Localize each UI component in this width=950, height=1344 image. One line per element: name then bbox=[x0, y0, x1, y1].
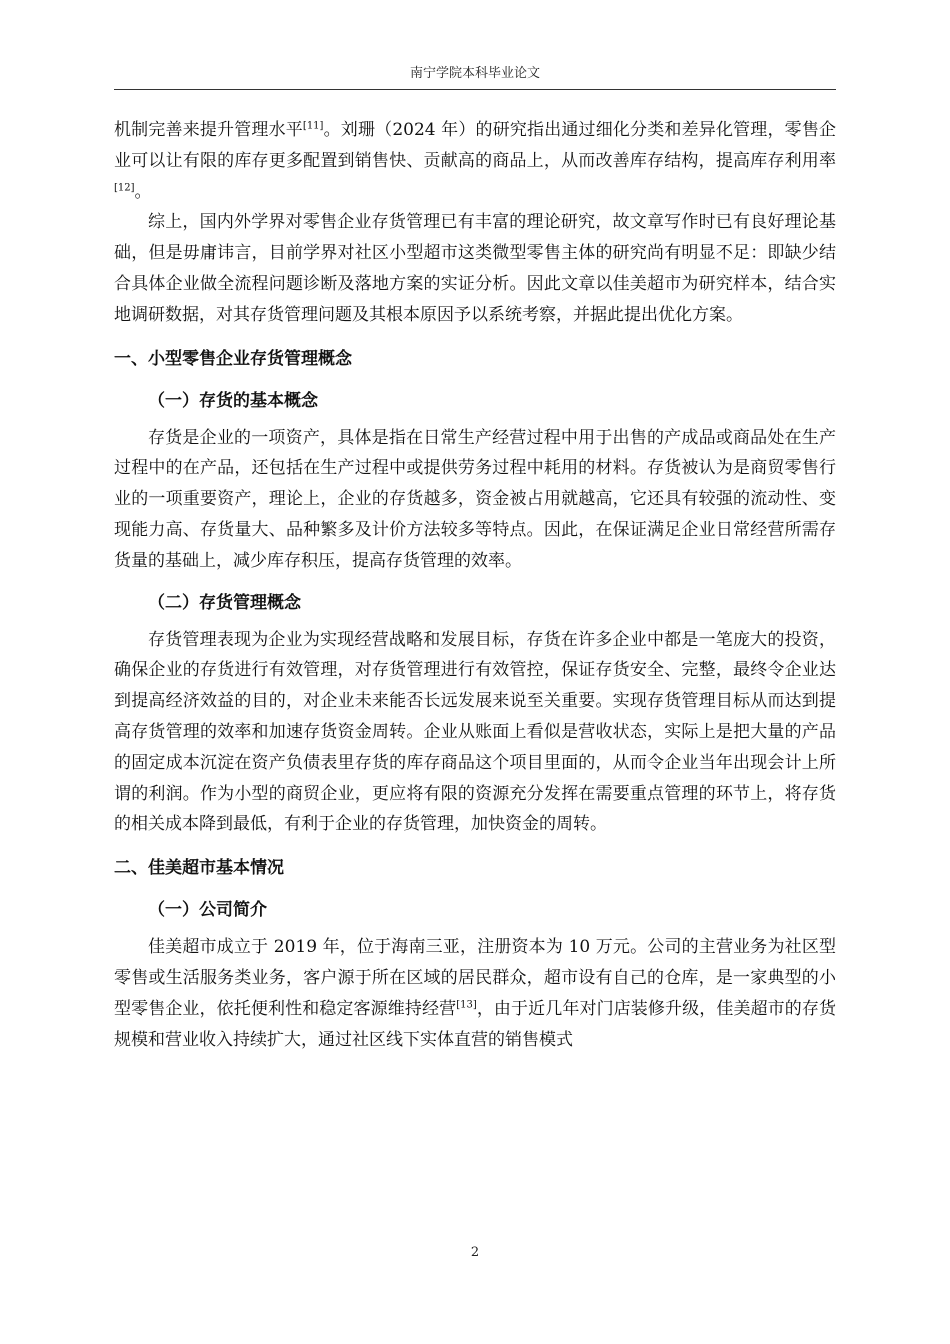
paragraph-inventory-management: 存货管理表现为企业为实现经营战略和发展目标，存货在许多企业中都是一笔庞大的投资，确保企业的存货进行有效管理，对存货管理进行有效管控，保证存货安全、完整，最终令企业达到提高经济效益的目的，对企业未来能否长远发展来说至关重要。实现存货管理目标从而达到提高存货管理的效率和加速存货资金周转。企业从账面上看似是营收状态，实际上是把大量的产品的固定成本沉淀在资产负债表里存货的库存商品这个项目里面的，从而令企业当年出现会计上所谓的利润。作为小型的商贸企业，更应将有限的资源充分发挥在需要重点管理的环节上，将存货的相关成本降到最低，有利于企业的存货管理，加快资金的周转。 bbox=[114, 629, 836, 835]
paragraph-text: 。刘珊（2024 年）的研究指出通过细化分类和差异化管理，零售企业可以让有限的库存更多配置到销售快、贡献高的商品上，从而改善库存结构，提高库存利用率 bbox=[114, 120, 836, 171]
header-rule bbox=[114, 89, 836, 90]
paragraph-summary: 综上，国内外学界对零售企业存货管理已有丰富的理论研究，故文章写作时已有良好理论基础，但是毋庸讳言，目前学界对社区小型超市这类微型零售主体的研究尚有明显不足：即缺少结合具体企业做全流程问题诊断及落地方案的实证分析。因此文章以佳美超市为研究样本，结合实地调研数据，对其存货管理问题及其根本原因予以系统考察，并据此提出优化方案。 bbox=[114, 212, 836, 325]
section-heading-2: 二、佳美超市基本情况 bbox=[114, 858, 284, 879]
paragraph-inventory-concept: 存货是企业的一项资产，具体是指在日常生产经营过程中用于出售的产成品或商品处在生产过程中的在产品，还包括在生产过程中或提供劳务过程中耗用的材料。存货被认为是商贸零售行业的一项重要资产，理论上，企业的存货越多，资金被占用就越高，它还具有较强的流动性、变现能力高、存货量大、品种繁多及计价方法较多等特点。因此，在保证满足企业日常经营所需存货量的基础上，减少库存积压，提高存货管理的效率。 bbox=[114, 427, 836, 571]
paragraph-text: 机制完善来提升管理水平 bbox=[114, 120, 303, 140]
paragraph-continued bbox=[114, 115, 836, 207]
subsection-heading-1-1: （一）存货的基本概念 bbox=[148, 390, 318, 411]
paragraph-company-intro bbox=[114, 932, 836, 1055]
citation-ref: [12] bbox=[114, 181, 135, 193]
paragraph-text: 。 bbox=[134, 181, 152, 202]
page-header: 南宁学院本科毕业论文 bbox=[409, 66, 540, 81]
paragraph-text: ，由于近几年对门店装修升级，佳美超市的存货规模和营业收入持续扩大，通过社区线下实体直营的销售模式 bbox=[114, 998, 837, 1050]
subsection-heading-1-2: （二）存货管理概念 bbox=[148, 592, 301, 613]
document-body bbox=[114, 115, 836, 1055]
section-heading-1: 一、小型零售企业存货管理概念 bbox=[114, 348, 352, 369]
page-number: 2 bbox=[470, 1245, 480, 1260]
citation-ref: [13] bbox=[456, 999, 477, 1011]
subsection-heading-2-1: （一）公司简介 bbox=[148, 900, 267, 921]
citation-ref: [11] bbox=[302, 120, 324, 132]
paragraph-text: 佳美超市成立于 2019 年，位于海南三亚，注册资本为 10 万元。公司的主营业务为社区型零售或生活服务类业务，客户源于所在区域的居民群众，超市设有自己的仓库，是一家典型的小型零售企业，依托便利性和稳定客源维持经营 bbox=[114, 937, 836, 1019]
